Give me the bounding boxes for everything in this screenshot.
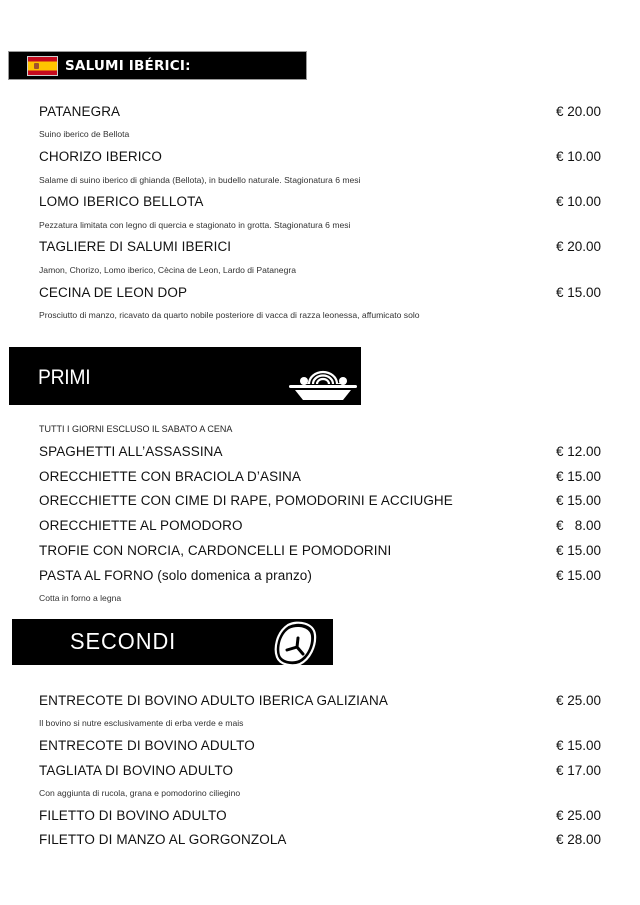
- item-price: € 8.00: [556, 518, 602, 533]
- item-name: TAGLIATA DI BOVINO ADULTO: [39, 763, 234, 778]
- item-description: Suino iberico de Bellota: [39, 129, 130, 139]
- item-description: Il bovino si nutre esclusivamente di erba verde e mais: [39, 718, 244, 728]
- item-description: Prosciutto di manzo, ricavato da quarto nobile posteriore di vacca di razza leonessa, affumicato solo: [39, 310, 420, 320]
- primi-availability-notice: TUTTI I GIORNI ESCLUSO IL SABATO A CENA: [39, 424, 233, 434]
- item-price: € 25.00: [556, 693, 602, 708]
- section-banner-primi: [9, 347, 361, 405]
- spain-flag-icon: [27, 56, 58, 76]
- section-title-salumi: SALUMI IBÉRICI:: [65, 58, 191, 74]
- steak-icon: [270, 619, 320, 667]
- item-price: € 25.00: [556, 808, 602, 823]
- item-price: € 15.00: [556, 543, 602, 558]
- item-price: € 10.00: [556, 194, 602, 209]
- item-name: FILETTO DI BOVINO ADULTO: [39, 808, 227, 823]
- section-banner-secondi: [12, 619, 333, 665]
- item-price: € 20.00: [556, 239, 602, 254]
- item-description: Salame di suino iberico di ghianda (Bellota), in budello naturale. Stagionatura 6 mesi: [39, 175, 361, 185]
- section-title-primi: PRIMI: [38, 366, 91, 389]
- item-name: ENTRECOTE DI BOVINO ADULTO: [39, 738, 255, 753]
- item-name: ORECCHIETTE CON BRACIOLA D’ASINA: [39, 469, 301, 484]
- item-name: SPAGHETTI ALL’ASSASSINA: [39, 444, 223, 459]
- item-price: € 15.00: [556, 493, 602, 508]
- section-banner-salumi: [8, 51, 307, 80]
- item-price: € 15.00: [556, 285, 602, 300]
- item-name: PATANEGRA: [39, 104, 121, 119]
- section-title-secondi: SECONDI: [70, 628, 177, 654]
- item-description: Cotta in forno a legna: [39, 593, 122, 603]
- item-price: € 15.00: [556, 469, 602, 484]
- item-name: ENTRECOTE DI BOVINO ADULTO IBERICA GALIZIANA: [39, 693, 388, 708]
- item-description: Jamon, Chorizo, Lomo iberico, Cècina de Leon, Lardo di Patanegra: [39, 265, 297, 275]
- item-name: FILETTO DI MANZO AL GORGONZOLA: [39, 832, 287, 847]
- item-name: TAGLIERE DI SALUMI IBERICI: [39, 239, 232, 254]
- item-price: € 28.00: [556, 832, 602, 847]
- item-name: CHORIZO IBERICO: [39, 149, 163, 164]
- item-price: € 10.00: [556, 149, 602, 164]
- item-price: € 17.00: [556, 763, 602, 778]
- item-name: ORECCHIETTE AL POMODORO: [39, 518, 243, 533]
- item-name: ORECCHIETTE CON CIME DI RAPE, POMODORINI E ACCIUGHE: [39, 493, 453, 508]
- item-price: € 15.00: [556, 738, 602, 753]
- item-price: € 15.00: [556, 568, 602, 583]
- pasta-bowl-icon: [287, 365, 359, 401]
- item-description: Pezzatura limitata con legno di quercia e stagionato in grotta. Stagionatura 6 mesi: [39, 220, 351, 230]
- item-price: € 12.00: [556, 444, 602, 459]
- item-name: TROFIE CON NORCIA, CARDONCELLI E POMODORINI: [39, 543, 392, 558]
- item-description: Con aggiunta di rucola, grana e pomodorino ciliegino: [39, 788, 241, 798]
- item-name: CECINA DE LEON DOP: [39, 285, 188, 300]
- item-name: PASTA AL FORNO (solo domenica a pranzo): [39, 568, 313, 583]
- item-price: € 20.00: [556, 104, 602, 119]
- item-name: LOMO IBERICO BELLOTA: [39, 194, 204, 209]
